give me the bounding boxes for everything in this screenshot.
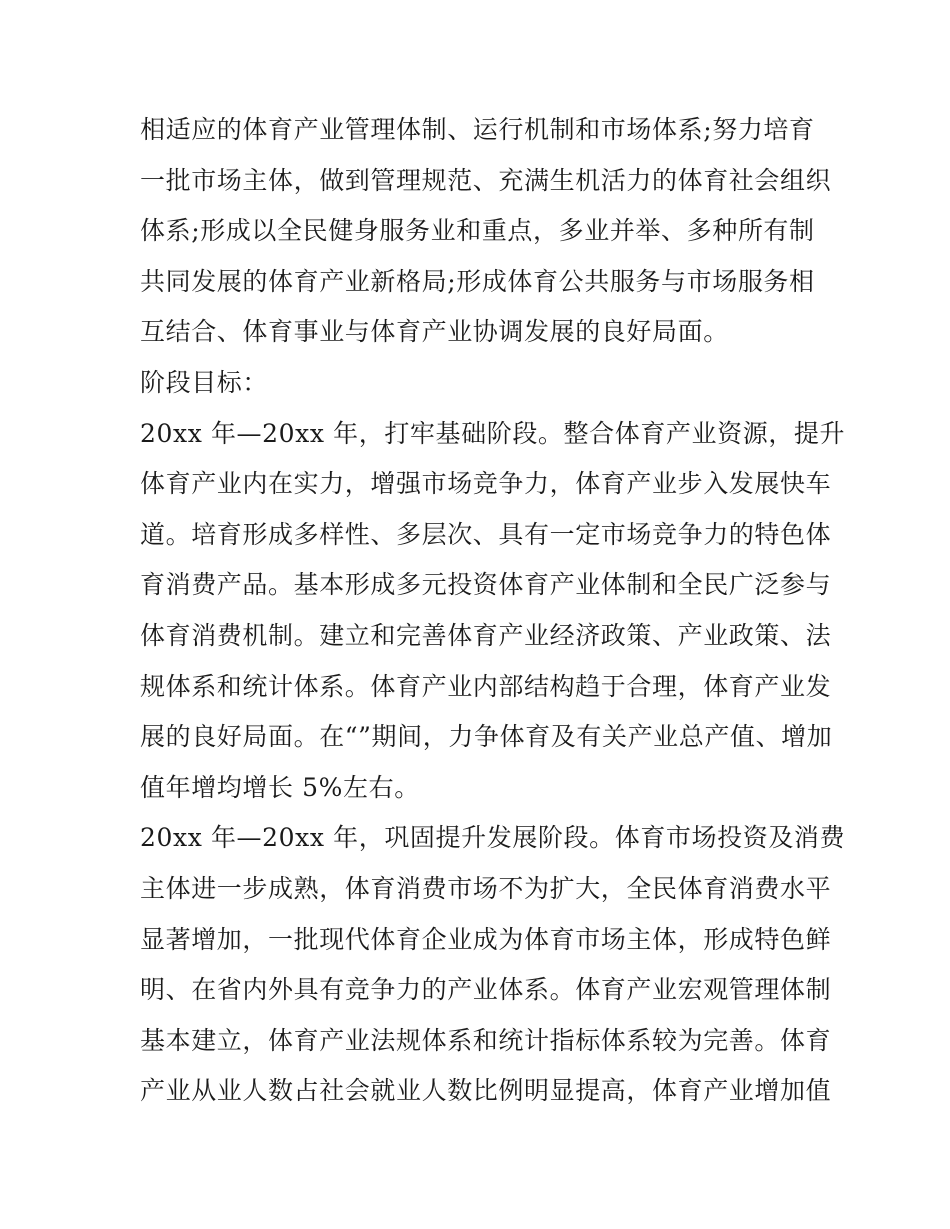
paragraph-line: 明、在省内外具有竞争力的产业体系。体育产业宏观管理体制 [140,975,832,1005]
paragraph-line: 体育消费机制。建立和完善体育产业经济政策、产业政策、法 [140,620,832,650]
paragraph-line: 产业从业人数占社会就业人数比例明显提高，体育产业增加值 [140,1076,832,1106]
paragraph-line: 体系;形成以全民健身服务业和重点，多业并举、多种所有制 [140,216,815,246]
paragraph-line: 道。培育形成多样性、多层次、具有一定市场竞争力的特色体 [140,519,832,549]
document-body [140,105,846,1117]
section-heading: 阶段目标： [140,367,269,397]
paragraph-line: 基本建立，体育产业法规体系和统计指标体系较为完善。体育 [140,1025,832,1055]
paragraph-line: 育消费产品。基本形成多元投资体育产业体制和全民广泛参与 [140,570,832,600]
paragraph-line: 展的良好局面。在“”期间，力争体育及有关产业总产值、增加 [140,722,833,752]
paragraph-line: 互结合、体育事业与体育产业协调发展的良好局面。 [140,317,729,347]
paragraph-line: 相适应的体育产业管理体制、运行机制和市场体系;努力培育 [140,115,815,144]
paragraph-line: 显著增加，一批现代体育企业成为体育市场主体，形成特色鲜 [140,924,832,954]
paragraph-line: 共同发展的体育产业新格局;形成体育公共服务与市场服务相 [140,266,815,296]
paragraph-line: 20xx 年—20xx 年，打牢基础阶段。整合体育产业资源，提升 [140,418,846,448]
paragraph-line: 20xx 年—20xx 年，巩固提升发展阶段。体育市场投资及消费 [140,823,846,853]
paragraph-line: 值年增均增长 5%左右。 [140,772,420,802]
paragraph-line: 体育产业内在实力，增强市场竞争力，体育产业步入发展快车 [140,469,832,499]
paragraph-line: 规体系和统计体系。体育产业内部结构趋于合理，体育产业发 [140,671,832,701]
paragraph-line: 一批市场主体，做到管理规范、充满生机活力的体育社会组织 [140,165,832,195]
paragraph-line: 主体进一步成熟，体育消费市场不为扩大，全民体育消费水平 [140,873,832,903]
